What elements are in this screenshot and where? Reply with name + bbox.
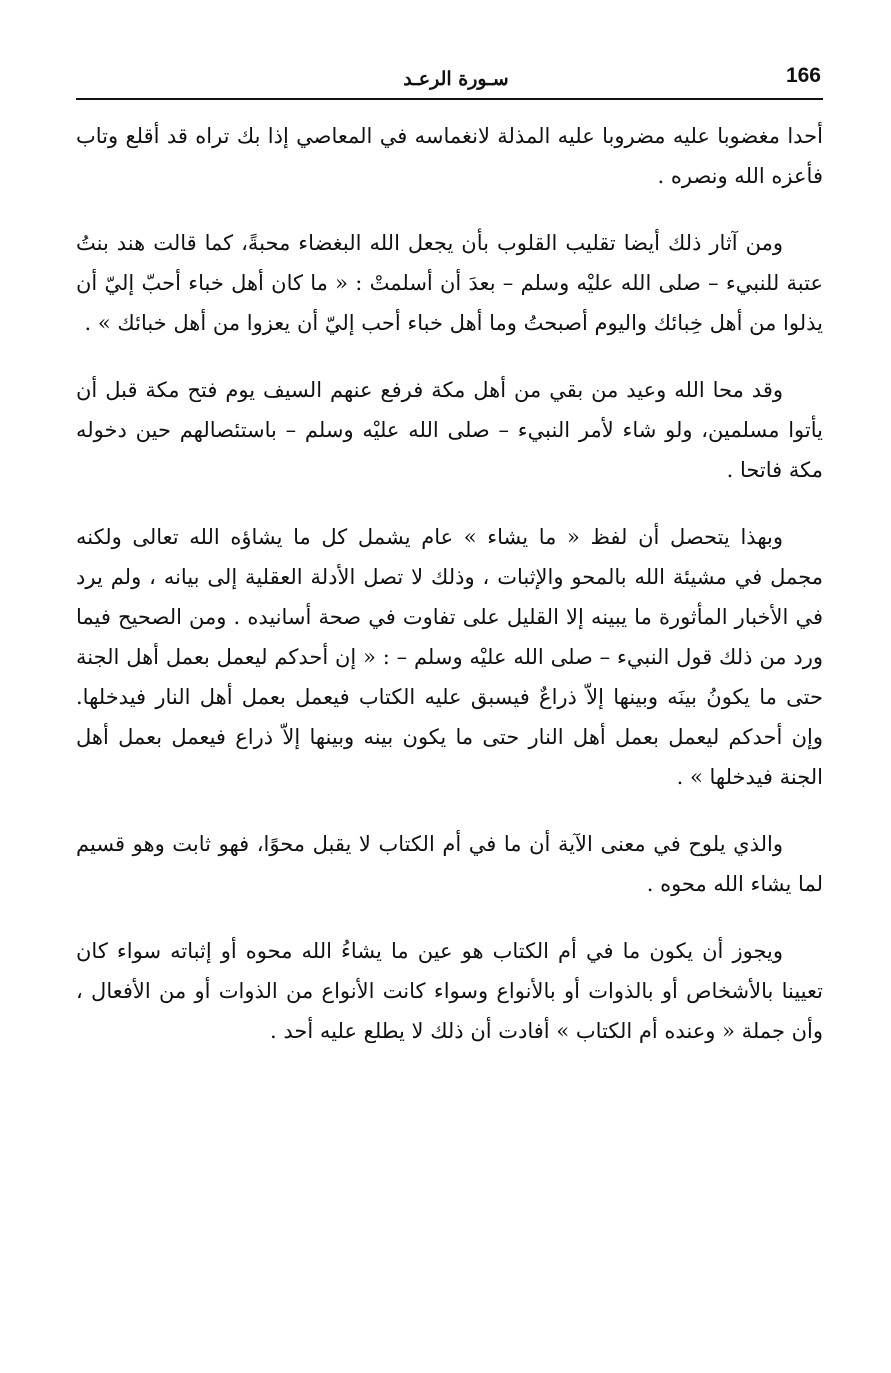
page-header bbox=[76, 58, 823, 106]
paragraph: ويجوز أن يكون ما في أم الكتاب هو عين ما يشاءُ الله محوه أو إثباته سواء كان تعيينا بالأشخاص أو بالذوات أو بالأنواع وسواء كانت الأنواع من الذوات أو من الأفعال ، وأن جملة « وعنده أم الكتاب » أفادت أن ذلك لا يطلع عليه أحد . bbox=[76, 939, 823, 1043]
paragraph-continuation: أحدا مغضوبا عليه مضروبا عليه المذلة لانغماسه في المعاصي إذا بك تراه قد أقلع وتاب فأعزه الله ونصره . bbox=[76, 124, 823, 188]
page-number: 166 bbox=[785, 64, 821, 87]
header-rule bbox=[76, 98, 823, 100]
running-title: سـورة الرعـد bbox=[403, 68, 509, 90]
body-text bbox=[76, 116, 823, 1078]
paragraph: وبهذا يتحصل أن لفظ « ما يشاء » عام يشمل كل ما يشاؤه الله تعالى ولكنه مجمل في مشيئة الله بالمحو والإثبات ، وذلك لا تصل الأدلة العقلية إلى بيانه ، ولم يرد في الأخبار المأثورة ما يبينه إلا القليل على تفاوت في صحة أسانيده . ومن الصحيح فيما ورد من ذلك قول النبيء – صلى الله عليْه وسلم – : « إن أحدكم ليعمل بعمل أهل الجنة حتى ما يكونُ بينَه وبينها إلاّ ذراعٌ فيسبق عليه الكتاب فيعمل بعمل أهل النار فيدخلها. وإن أحدكم ليعمل بعمل أهل النار حتى ما يكون بينه وبينها إلاّ ذراع فيعمل بعمل أهل الجنة فيدخلها » . bbox=[76, 525, 823, 789]
paragraph: والذي يلوح في معنى الآية أن ما في أم الكتاب لا يقبل محوًا، فهو ثابت وهو قسيم لما يشاء الله محوه . bbox=[76, 832, 823, 896]
paragraph: وقد محا الله وعيد من بقي من أهل مكة فرفع عنهم السيف يوم فتح مكة قبل أن يأتوا مسلمين، ولو شاء لأمر النبيء – صلى الله عليْه وسلم – باستئصالهم حين دخوله مكة فاتحا . bbox=[76, 378, 823, 482]
paragraph: ومن آثار ذلك أيضا تقليب القلوب بأن يجعل الله البغضاء محبةً، كما قالت هند بنتُ عتبة للنبيء – صلى الله عليْه وسلم – بعدَ أن أسلمتْ : « ما كان أهل خباء أحبّ إليّ أن يذلوا من أهل خِبائك واليوم أصبحتُ وما أهل خباء أحب إليّ أن يعزوا من أهل خبائك » . bbox=[76, 231, 823, 335]
